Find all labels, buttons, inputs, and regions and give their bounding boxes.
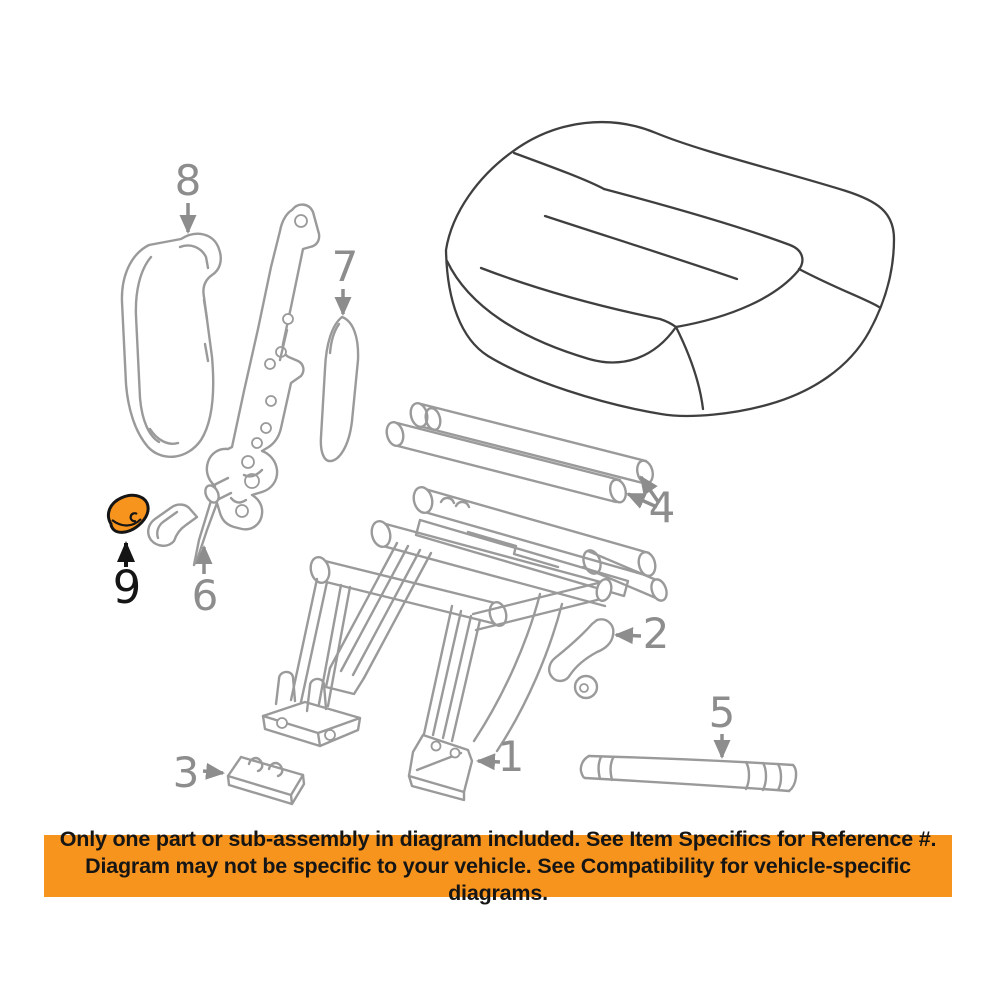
part-9-highlighted-handle-drawing [108,495,148,532]
callout-label-7: 7 [331,242,359,291]
callout-label-2: 2 [642,609,670,658]
callout-label-4: 4 [648,483,676,532]
callout-arrow-3 [203,771,223,773]
callout-label-9: 9 [112,561,142,614]
disclaimer-line-2: Diagram may not be specific to your vehicle. See Compatibility for vehicle-specific diagrams. [85,853,911,905]
callout-label-1: 1 [497,732,525,781]
callout-label-3: 3 [172,748,200,797]
part-2-crank-drawing [549,619,613,698]
callout-arrow-2 [616,635,641,636]
callout-label-5: 5 [708,688,736,737]
part-5-rod-drawing [581,756,796,791]
disclaimer-line-1: Only one part or sub-assembly in diagram included. See Item Specifics for Reference #. [59,826,937,851]
disclaimer-banner [44,826,952,905]
callout-label-6: 6 [191,571,219,620]
part-3-spacer-drawing [228,757,304,804]
part-7-trim-panel-drawing [321,317,358,461]
callout-label-8: 8 [174,156,202,205]
part-8-side-shield-drawing [122,234,221,457]
seat-cushion-drawing [446,122,894,416]
